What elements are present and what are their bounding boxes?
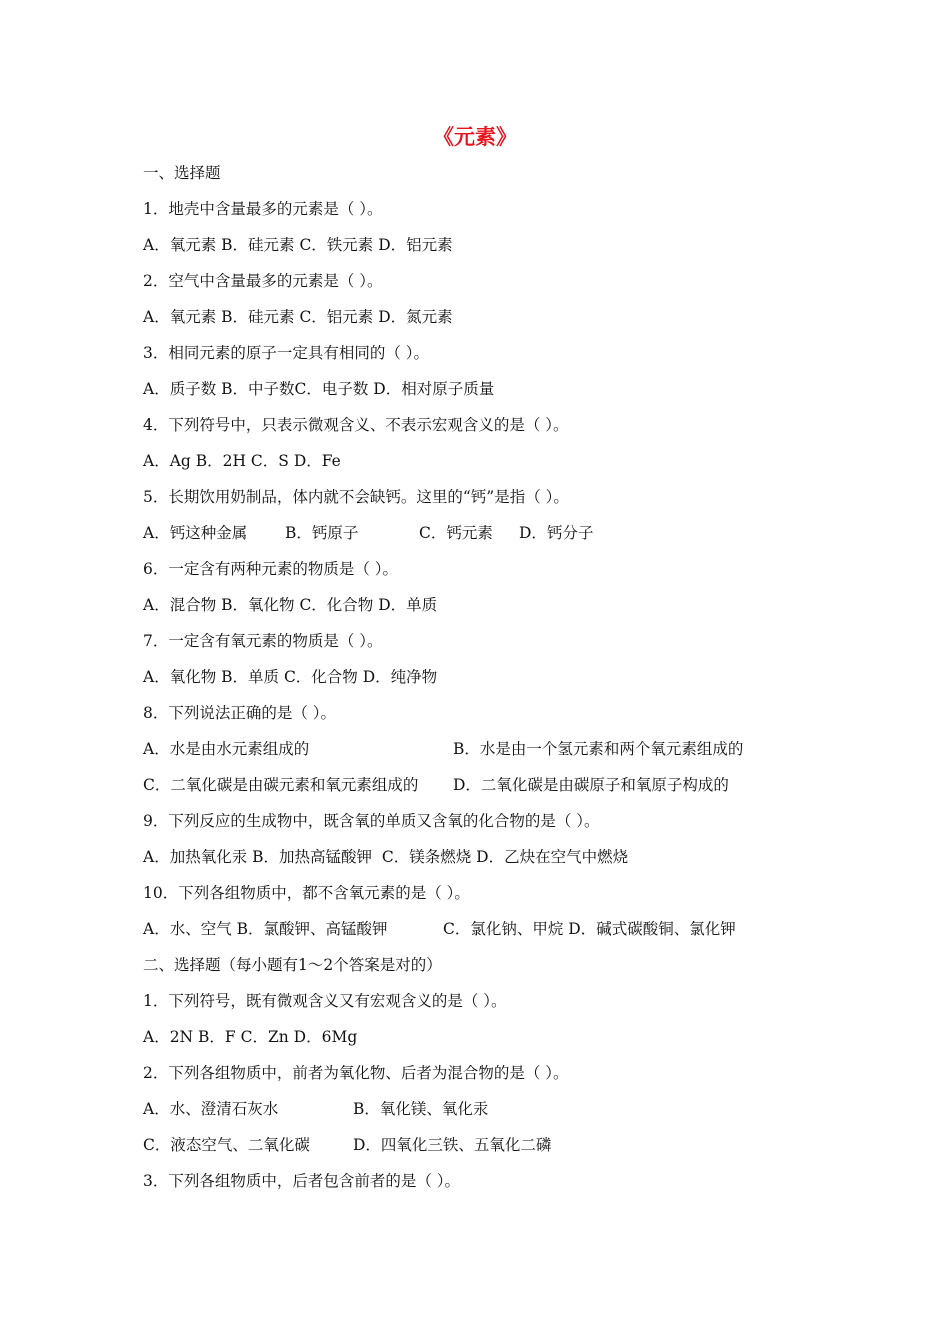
question: 4．下列符号中，只表示微观含义、不表示宏观含义的是（ ）。 <box>143 416 569 434</box>
options: A．氧元素 B．硅元素 C．铁元素 D．铝元素 <box>143 236 453 254</box>
options: A．混合物 B．氧化物 C．化合物 D．单质 <box>143 596 438 614</box>
question: 8．下列说法正确的是（ ）。 <box>143 704 337 722</box>
options: A．钙这种金属 B．钙原子 C．钙元素 D．钙分子 <box>143 524 594 542</box>
question: 9．下列反应的生成物中，既含氧的单质又含氧的化合物的是（ ）。 <box>143 812 600 830</box>
section-heading: 一、选择题 <box>143 164 221 182</box>
document-body <box>143 159 823 1203</box>
options: A．水、空气 B．氯酸钾、高锰酸钾 C．氯化钠、甲烷 D．碱式碳酸铜、氯化钾 <box>143 920 736 938</box>
document-title: 《元素》 <box>433 124 517 149</box>
options: A．质子数 B．中子数C．电子数 D．相对原子质量 <box>143 380 495 398</box>
question: 2．下列各组物质中，前者为氧化物、后者为混合物的是（ ）。 <box>143 1064 569 1082</box>
question: 3．下列各组物质中，后者包含前者的是（ ）。 <box>143 1172 461 1190</box>
question: 2．空气中含量最多的元素是（ ）。 <box>143 272 383 290</box>
options: A．氧化物 B．单质 C．化合物 D．纯净物 <box>143 668 438 686</box>
options: A．氧元素 B．硅元素 C．铝元素 D．氮元素 <box>143 308 453 326</box>
question: 10．下列各组物质中，都不含氧元素的是（ ）。 <box>143 884 470 902</box>
question: 1．下列符号，既有微观含义又有宏观含义的是（ ）。 <box>143 992 507 1010</box>
options: C．液态空气、二氧化碳 D．四氧化三铁、五氧化二磷 <box>143 1136 552 1154</box>
question: 3．相同元素的原子一定具有相同的（ ）。 <box>143 344 430 362</box>
options: A．水、澄清石灰水 B．氧化镁、氧化汞 <box>143 1100 489 1118</box>
options: A．Ag B．2H C．S D．Fe <box>143 452 341 470</box>
question: 1．地壳中含量最多的元素是（ ）。 <box>143 200 383 218</box>
options: A．2N B．F C．Zn D．6Mg <box>143 1028 358 1046</box>
options: C．二氧化碳是由碳元素和氧元素组成的 D．二氧化碳是由碳原子和氧原子构成的 <box>143 776 729 794</box>
section-heading: 二、选择题（每小题有1～2个答案是对的） <box>143 956 442 974</box>
options: A．水是由水元素组成的 B．水是由一个氢元素和两个氧元素组成的 <box>143 740 744 758</box>
question: 5．长期饮用奶制品，体内就不会缺钙。这里的“钙”是指（ ）。 <box>143 488 569 506</box>
question: 6．一定含有两种元素的物质是（ ）。 <box>143 560 399 578</box>
question: 7．一定含有氧元素的物质是（ ）。 <box>143 632 383 650</box>
options: A．加热氧化汞 B．加热高锰酸钾 C．镁条燃烧 D．乙炔在空气中燃烧 <box>143 848 629 866</box>
